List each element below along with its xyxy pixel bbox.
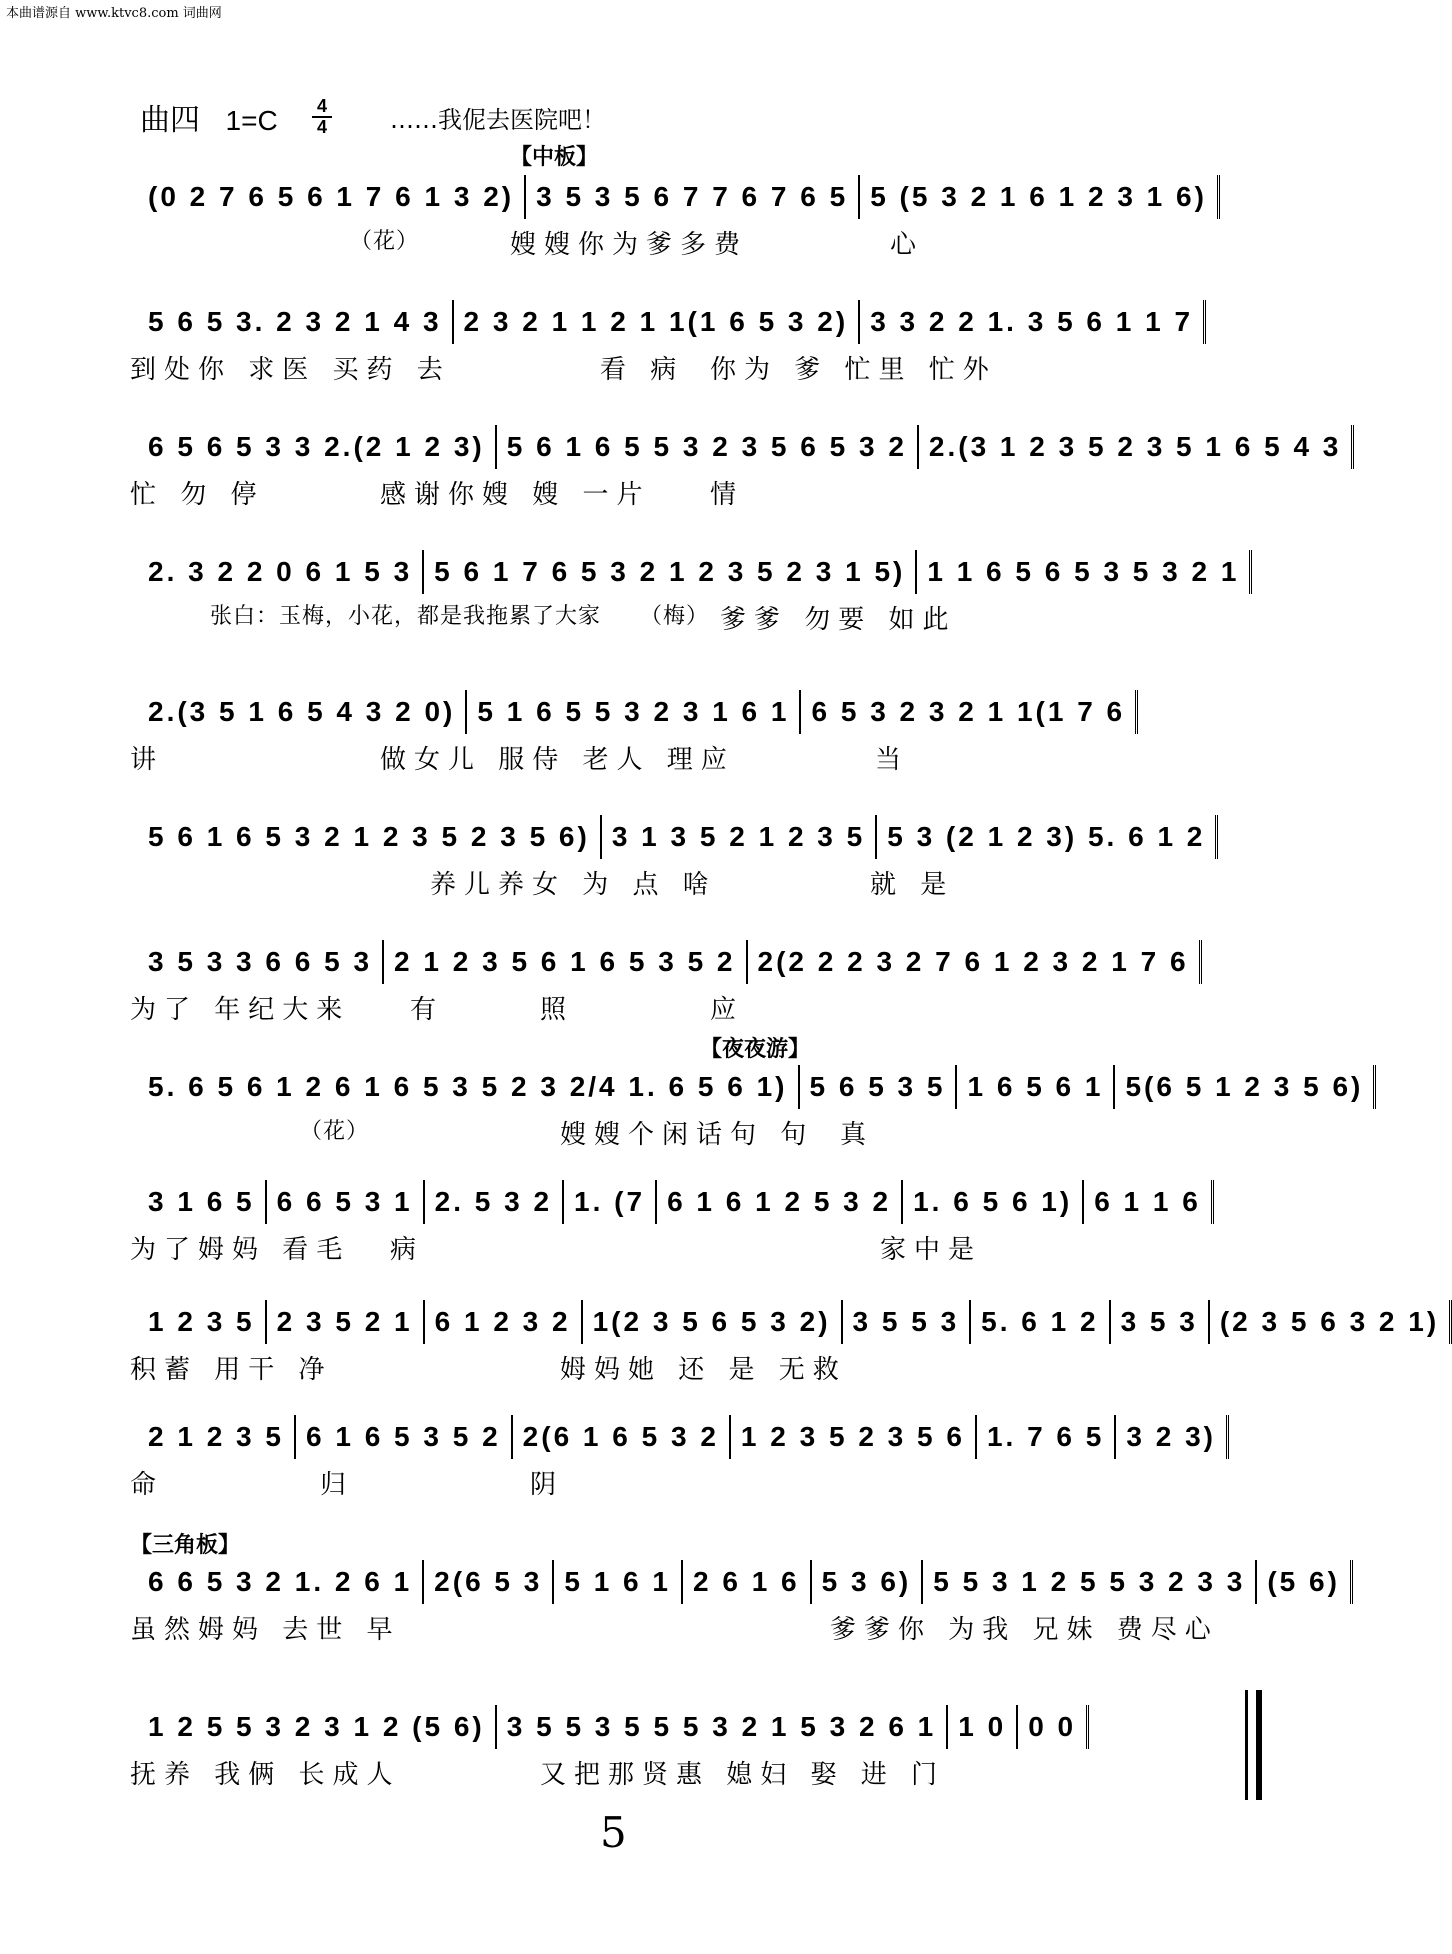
notation-line [138,1175,1260,1225]
meter-bottom: 4 [316,117,327,137]
measure: 3 5 5 3 [843,1300,972,1344]
measure: 3 5 3 5 6 7 7 6 7 6 5 [526,175,860,219]
notation-line [138,295,1260,345]
notation-line [138,810,1260,860]
measure: 5 3 (2 1 2 3) 5. 6 1 2 [877,815,1218,859]
measure: (5 6) [1257,1560,1353,1604]
measure: 5 1 6 1 [554,1560,683,1604]
notation-line [138,1410,1260,1460]
measure: 6 1 2 3 2 [425,1300,583,1344]
lyrics-line [130,1114,1260,1154]
lyric-text: 为了姆妈 看毛 [130,1235,351,1265]
measure: 2.(3 5 1 6 5 4 3 2 0) [138,690,467,734]
lyrics-line [130,599,1260,639]
measure: 6 1 6 1 2 5 3 2 [657,1180,903,1224]
measure: 3 5 3 [1111,1300,1210,1344]
lyrics-line [130,739,1260,779]
lyrics-line [130,1229,1260,1269]
notation-line [138,685,1260,735]
measure: 1. 6 5 6 1) [903,1180,1084,1224]
section-label: 【三角板】 [130,1533,241,1558]
lyrics-line [130,1349,1260,1389]
measure: 5 6 1 7 6 5 3 2 1 2 3 5 2 3 1 5) [424,550,917,594]
lyric-text: 养儿养女 为 点 啥 [430,870,717,900]
spoken-annotation: （花） [300,1119,370,1144]
measure: 5. 6 5 6 1 2 6 1 6 5 3 5 2 3 2/4 1. 6 5 6 1) [138,1065,800,1109]
lyric-text: 有 [410,995,445,1025]
final-barline [1245,1690,1262,1800]
lyric-text: 命 [130,1470,165,1500]
measure: 3 3 2 2 1. 3 5 6 1 1 7 [860,300,1206,344]
lyrics-line [130,1609,1260,1649]
measure: 0 0 [1018,1705,1089,1749]
lyric-text: 到处你 求医 买药 去 [130,355,451,385]
lyric-text: 虽然姆妈 去世 早 [130,1615,401,1645]
lyric-text: 积蓄 用干 净 [130,1355,333,1385]
lyric-text: 嫂嫂你为爹多费 [510,230,749,260]
measure: 1 6 5 6 1 [957,1065,1115,1109]
notation-line [138,545,1260,595]
lyrics-line [130,864,1260,904]
lyrics-line [130,224,1260,264]
lyric-text: 嫂嫂个闲话句 句 [560,1120,815,1150]
key-signature: 1=C [225,105,278,136]
lyric-text: 照 [540,995,575,1025]
lyric-text: 抚养 我俩 长成人 [130,1760,401,1790]
spoken-annotation: 张白：玉梅，小花，都是我拖累了大家 [210,604,602,629]
measure: 2(2 2 2 3 2 7 6 1 2 3 2 1 7 6 [748,940,1202,984]
song-title [140,95,278,139]
lyrics-line [130,989,1260,1029]
measure: 1 2 3 5 [138,1300,267,1344]
top-dialogue: ……我伲去医院吧！ [390,106,606,134]
measure: 5 6 5 3. 2 3 2 1 4 3 [138,300,454,344]
lyrics-line [130,474,1260,514]
measure: 6 5 3 2 3 2 1 1(1 7 6 [801,690,1138,734]
notation-line [138,170,1260,220]
measure: 5 3 6) [812,1560,924,1604]
lyric-text: 就 是 [870,870,955,900]
measure: 2 1 2 3 5 [138,1415,296,1459]
measure: 5 6 1 6 5 3 2 1 2 3 5 2 3 5 6) [138,815,602,859]
measure: 6 6 5 3 1 [267,1180,425,1224]
measure: 1(2 3 5 6 5 3 2) [583,1300,843,1344]
lyric-text: 做女儿 服侍 老人 理应 [380,745,735,775]
lyric-text: 姆妈她 还 是 无救 [560,1355,847,1385]
measure: 1 0 [948,1705,1018,1749]
measure: 3 2 3) [1116,1415,1229,1459]
measure: 2 6 1 6 [683,1560,812,1604]
notation-line [138,1295,1440,1345]
lyric-text: 爹爹 勿要 如此 [720,605,957,635]
measure: 6 6 5 3 2 1. 2 6 1 [138,1560,424,1604]
source-watermark: 本曲谱源自 www.ktvc8.com 词曲网 [6,6,222,21]
measure: 5 1 6 5 5 3 2 3 1 6 1 [467,690,801,734]
lyric-text: 家中是 [880,1235,983,1265]
lyric-text: 真 [840,1120,875,1150]
measure: 2. 3 2 2 0 6 1 5 3 [138,550,424,594]
spoken-annotation: （花） [350,229,420,254]
lyric-text: 忙 勿 停 [130,480,265,510]
lyric-text: 当 [875,745,910,775]
measure: 5(6 5 1 2 3 5 6) [1115,1065,1376,1109]
lyric-text: 你为 爹 忙里 忙外 [710,355,997,385]
measure: 1 1 6 5 6 5 3 5 3 2 1 [917,550,1252,594]
lyric-text: 感谢你嫂 嫂 一片 [380,480,651,510]
lyric-text: 阴 [530,1470,565,1500]
measure: 5 5 3 1 2 5 5 3 2 3 3 [923,1560,1257,1604]
measure: (2 3 5 6 3 2 1) [1210,1300,1452,1344]
measure: 5 6 5 3 5 [800,1065,958,1109]
measure: (0 2 7 6 5 6 1 7 6 1 3 2) [138,175,526,219]
lyric-text: 又把那贤惠 媳妇 娶 进 门 [540,1760,946,1790]
lyric-text: 讲 [130,745,165,775]
lyric-text: 看 病 [600,355,685,385]
lyrics-line [130,1464,1260,1504]
notation-line [138,420,1342,470]
measure: 2(6 5 3 [424,1560,554,1604]
meter-top: 4 [316,96,327,116]
notation-line [138,1555,1340,1605]
measure: 6 5 6 5 3 3 2.(2 1 2 3) [138,425,497,469]
lyric-text: 病 [390,1235,425,1265]
measure: 1. (7 [564,1180,657,1224]
lyric-text: 应 [710,995,745,1025]
spoken-annotation: （梅） [640,604,710,629]
page-number: 5 [600,1808,627,1857]
measure: 2. 5 3 2 [425,1180,564,1224]
lyrics-line [130,1754,1260,1794]
lyric-text: 情 [710,480,745,510]
measure: 1 2 5 5 3 2 3 1 2 (5 6) [138,1705,497,1749]
measure: 2 1 2 3 5 6 1 6 5 3 5 2 [384,940,747,984]
measure: 5 (5 3 2 1 6 1 2 3 1 6) [860,175,1220,219]
section-label: 【夜夜游】 [700,1037,811,1062]
measure: 3 5 3 3 6 6 5 3 [138,940,384,984]
measure: 3 1 6 5 [138,1180,267,1224]
lyric-text: 心 [890,230,925,260]
measure: 3 1 3 5 2 1 2 3 5 [602,815,877,859]
lyric-text: 爹爹你 为我 兄妹 费尽心 [830,1615,1219,1645]
measure: 1. 7 6 5 [977,1415,1116,1459]
measure: 2 3 2 1 1 2 1 1(1 6 5 3 2) [454,300,861,344]
notation-line [138,1700,1260,1750]
notation-line [138,935,1260,985]
lyric-text: 为了 年纪大来 [130,995,351,1025]
measure: 5 6 1 6 5 5 3 2 3 5 6 5 3 2 [497,425,919,469]
measure: 3 5 5 3 5 5 5 3 2 1 5 3 2 6 1 [497,1705,949,1749]
measure: 6 1 6 5 3 5 2 [296,1415,513,1459]
section-label: 【中板】 [510,145,599,170]
measure: 2.(3 1 2 3 5 2 3 5 1 6 5 4 3 [919,425,1354,469]
measure: 2(6 1 6 5 3 2 [513,1415,731,1459]
lyric-text: 归 [320,1470,355,1500]
notation-line [138,1060,1364,1110]
time-signature [312,98,332,136]
measure: 6 1 1 6 [1084,1180,1214,1224]
measure: 2 3 5 2 1 [267,1300,425,1344]
measure: 1 2 3 5 2 3 5 6 [731,1415,977,1459]
measure: 5. 6 1 2 [971,1300,1110,1344]
lyrics-line [130,349,1260,389]
title-text: 曲四 [140,103,200,138]
